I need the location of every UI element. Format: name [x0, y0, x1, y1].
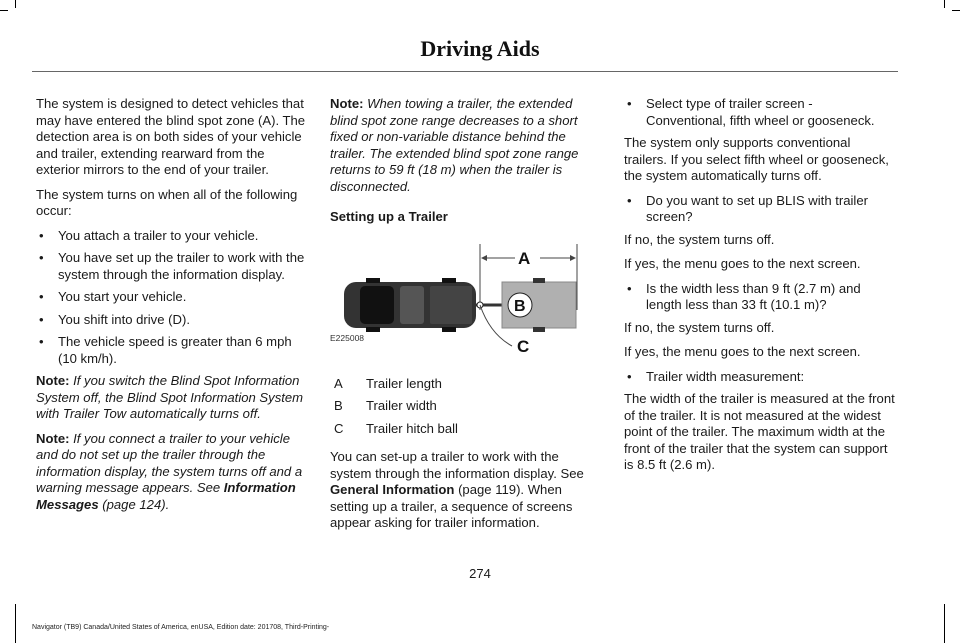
vehicle-wheel — [366, 327, 380, 332]
trailer-diagram-graphic — [330, 242, 602, 362]
crop-mark — [15, 604, 16, 643]
legend-key: B — [334, 398, 343, 413]
paragraph: The system only supports conventional trailers. If you select fifth wheel or gooseneck, the system automatically turns off. — [624, 135, 889, 183]
figure-code: E225008 — [330, 332, 365, 343]
paragraph-text: (page 119). When setting up a trailer, a sequence of screens appear asking for trailer information. — [330, 482, 573, 530]
paragraph: If yes, the menu goes to the next screen. — [624, 256, 861, 271]
crop-mark — [952, 10, 960, 11]
figure-legend — [330, 376, 602, 438]
column-2 — [330, 96, 602, 540]
bullet-list — [36, 228, 308, 368]
paragraph — [330, 449, 602, 532]
crop-mark — [944, 604, 945, 643]
crop-mark — [15, 0, 16, 8]
legend-key: C — [334, 420, 344, 436]
paragraph: If yes, the menu goes to the next screen. — [624, 344, 861, 359]
vehicle-cab — [360, 286, 394, 324]
crop-mark — [0, 10, 8, 11]
list-item: • Is the width less than 9 ft (2.7 m) and length less than 33 ft (10.1 m)? — [624, 281, 896, 314]
note-label: Note: — [36, 430, 70, 446]
vehicle-wheel — [442, 278, 456, 283]
list-item: • Select type of trailer screen - Conventional, fifth wheel or gooseneck. — [624, 96, 896, 129]
page-reference: (page 124). — [102, 496, 170, 512]
list-item: • Trailer width measurement: — [624, 369, 896, 386]
edition-footer: Navigator (TB9) Canada/United States of America, enUSA, Edition date: 201708, Third-Printing- — [32, 624, 330, 631]
note-label: Note: — [330, 96, 364, 111]
paragraph: If no, the system turns off. — [624, 231, 775, 247]
arrowhead — [481, 255, 487, 261]
paragraph: The width of the trailer is measured at the front of the trailer. It is not measured at the widest point of the trailer. The maximum width at the front of the trailer that the system can support is 8.5 ft (2.6 m). — [624, 391, 895, 472]
label-b: B — [514, 297, 526, 315]
list-item: • You attach a trailer to your vehicle. — [36, 228, 308, 245]
bullet-list — [624, 281, 896, 314]
vehicle-bed — [430, 286, 472, 324]
column-3 — [624, 96, 896, 482]
note — [330, 96, 602, 195]
bullet-list — [624, 369, 896, 386]
paragraph: If no, the system turns off. — [624, 319, 775, 335]
label-c: C — [517, 336, 530, 356]
legend-value: Trailer length — [366, 375, 442, 391]
list-item: • The vehicle speed is greater than 6 mph (10 km/h). — [36, 334, 308, 367]
section-heading: Setting up a Trailer — [330, 209, 448, 224]
note-text: If you connect a trailer to your vehicle and do not set up the trailer through the information display, the system turns off and a warning message appears. See — [36, 430, 303, 495]
note-text: When towing a trailer, the extended blind spot zone range decreases to a short fixed or non-variable distance behind the trailer. The extended blind spot zone range returns to 59 ft (18 m) when the trailer is disconnected. — [330, 96, 579, 194]
legend-key: A — [334, 375, 343, 391]
list-item: • You have set up the trailer to work with the system through the information display. — [36, 250, 308, 283]
vehicle-wheel — [442, 327, 456, 332]
bullet-list — [624, 96, 896, 129]
list-item: • Do you want to set up BLIS with trailer screen? — [624, 193, 896, 226]
trailer-wheel — [533, 327, 545, 332]
list-item: • You start your vehicle. — [36, 289, 308, 306]
column-1 — [36, 96, 308, 521]
legend-row — [330, 376, 602, 393]
note-label: Note: — [36, 373, 70, 388]
vehicle-wheel — [366, 278, 380, 283]
page-number: 274 — [469, 566, 491, 581]
legend-row — [330, 398, 602, 415]
list-item: • You shift into drive (D). — [36, 312, 308, 329]
trailer-diagram — [330, 242, 602, 362]
arrowhead — [570, 255, 576, 261]
note — [36, 431, 308, 514]
bullet-list — [624, 193, 896, 226]
legend-value: Trailer width — [366, 398, 437, 413]
paragraph: The system turns on when all of the following occur: — [36, 186, 298, 218]
legend-row — [330, 421, 602, 438]
crop-mark — [944, 0, 945, 8]
paragraph: The system is designed to detect vehicles that may have entered the blind spot zone (A). The detection area is on both sides of your vehicle and trailer, extending rearward from the exterior mirrors to the end of your trailer. — [36, 96, 306, 177]
vehicle-roof — [400, 286, 424, 324]
paragraph-text: You can set-up a trailer to work with the system through the information display. See — [330, 449, 584, 481]
note-text: If you switch the Blind Spot Information System off, the Blind Spot Information System with Trailer Tow automatically turns off. — [36, 373, 304, 421]
cross-reference-link[interactable]: General Information — [330, 482, 455, 497]
cross-reference-link[interactable]: Information Messages — [36, 480, 296, 512]
legend-value: Trailer hitch ball — [366, 420, 458, 436]
header-divider — [32, 71, 898, 72]
note — [36, 373, 308, 423]
page-title: Driving Aids — [420, 36, 540, 61]
trailer-wheel — [533, 278, 545, 283]
label-a: A — [518, 248, 531, 268]
